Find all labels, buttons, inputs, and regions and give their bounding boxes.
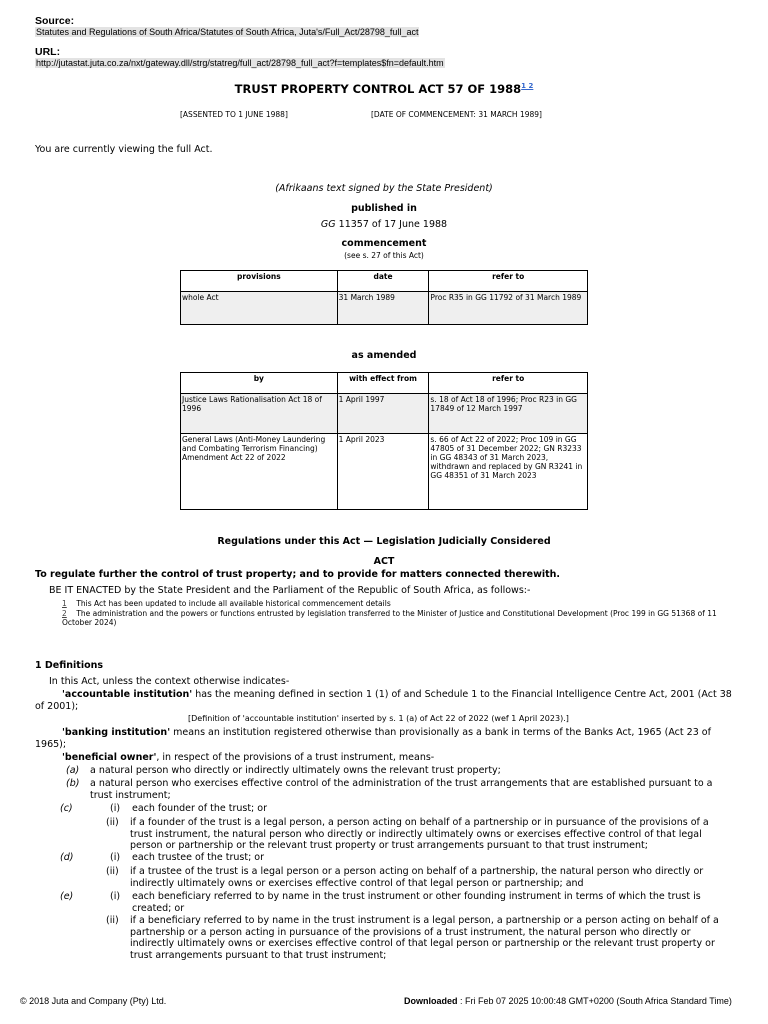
cell-date: 1 April 2023: [337, 434, 429, 510]
footnote-2: 2 The administration and the powers or functions entrusted by legislation transferred to the Minister of Justice and Constitutional Development (Proc 199 in GG 51368 of 11 October 2024): [62, 609, 717, 627]
cell-refer-to: Proc R35 in GG 11792 of 31 March 1989: [429, 292, 588, 325]
subpara-d-i-label: (i): [110, 852, 121, 863]
para-b-label: (b): [66, 778, 80, 789]
judicial-link[interactable]: Legislation Judicially Considered: [376, 536, 551, 547]
footnote-1-number[interactable]: 1: [62, 599, 67, 608]
commencement-table: [180, 270, 588, 325]
cell-refer-to: s. 66 of Act 22 of 2022; Proc 109 in GG 47805 of 31 December 2022; GN R3233 in GG 48343 of 31 March 2023, withdrawn and replaced by GN R3241 in GG 48351 of 31 March 2023: [429, 434, 588, 510]
def-beneficial-owner: 'beneficial owner', in respect of the provisions of a trust instrument, means-: [62, 752, 435, 763]
published-in-heading: published in: [351, 203, 417, 214]
gazette-reference: GG 11357 of 17 June 1988: [320, 219, 448, 230]
enacting-clause: BE IT ENACTED by the State President and the Parliament of the Republic of South Africa, as follows:-: [49, 585, 531, 596]
title-footnote-links[interactable]: 1 2: [521, 82, 534, 90]
para-b-text: a natural person who exercises effective control of the administration of the trust arrangements that are established pursuant to a trust instrument;: [90, 778, 713, 801]
table-row: [181, 394, 588, 434]
cell-provisions: whole Act: [181, 292, 338, 325]
cell-by: Justice Laws Rationalisation Act 18 of 1996: [181, 394, 338, 434]
def-accountable-institution: 'accountable institution' has the meaning defined in section 1 (1) of and Schedule 1 to the Financial Intelligence Centre Act, 2001 (Act 38 of 2001);: [35, 689, 732, 712]
subpara-c-ii-text: if a founder of the trust is a legal person, a person acting on behalf of a partnership or in pursuance of the provisions of a trust instrument, the natural person who directly or indirectly ultimately owns or exercises effective control of that legal person or partnership or the relevant trust property or trust arrangements pursuant to that trust instrument;: [130, 817, 709, 851]
links-separator: —: [363, 536, 374, 547]
para-a-text: a natural person who directly or indirectly ultimately owns the relevant trust property;: [90, 765, 501, 776]
source-label: Source:: [35, 15, 75, 27]
footnote-2-number[interactable]: 2: [62, 609, 67, 618]
afrikaans-note: (Afrikaans text signed by the State President): [275, 183, 493, 194]
url-label: URL:: [35, 46, 61, 58]
col-refer-to: refer to: [429, 373, 588, 394]
section-1-heading: 1 Definitions: [35, 660, 104, 671]
cell-date: 1 April 1997: [337, 394, 429, 434]
section-1-intro: In this Act, unless the context otherwise indicates-: [49, 676, 290, 687]
commencement-note: (see s. 27 of this Act): [344, 251, 424, 260]
subpara-e-i-text: each beneficiary referred to by name in the trust instrument or other founding instrument in terms of which the trust is created; or: [132, 891, 701, 914]
subpara-e-i-label: (i): [110, 891, 121, 902]
assented-date: [ASSENTED TO 1 JUNE 1988]: [180, 110, 288, 119]
commencement-date: [DATE OF COMMENCEMENT: 31 MARCH 1989]: [371, 110, 542, 119]
amendment-table: [180, 372, 588, 510]
regulations-links: [0, 536, 768, 547]
long-title: To regulate further the control of trust property; and to provide for matters connected therewith.: [35, 569, 561, 580]
subpara-e-ii-text: if a beneficiary referred to by name in the trust instrument is a legal person, a partnership or a person acting on behalf of a partnership or a person acting in pursuance of the provisions of a trust instrument, the natural person who directly or indirectly ultimately owns or exercises effective control of that legal person or partnership or the relevant trust property or trust arrangements pursuant to that trust instrument;: [130, 915, 719, 961]
def-banking-institution: 'banking institution' means an institution registered otherwise than provisionally as a bank in terms of the Banks Act, 1965 (Act 23 of 1965);: [35, 727, 711, 750]
amendment-note: [Definition of 'accountable institution' inserted by s. 1 (a) of Act 22 of 2022 (wef 1 April 2023).]: [188, 714, 569, 723]
subpara-d-i-text: each trustee of the trust; or: [132, 852, 265, 863]
cell-by: General Laws (Anti-Money Laundering and Combating Terrorism Financing) Amendment Act 22 of 2022: [181, 434, 338, 510]
col-date: date: [337, 271, 429, 292]
source-value: Statutes and Regulations of South Africa/Statutes of South Africa, Juta's/Full_Act/28798_full_act: [36, 27, 419, 37]
footnote-1: 1 This Act has been updated to include all available historical commencement details: [62, 599, 391, 608]
commencement-heading: commencement: [341, 238, 427, 249]
act-heading: ACT: [373, 556, 395, 567]
footer-copyright: © 2018 Juta and Company (Pty) Ltd.: [20, 996, 167, 1006]
col-by: by: [181, 373, 338, 394]
subpara-d-ii-label: (ii): [106, 866, 119, 877]
subpara-c-i-label: (i): [110, 803, 121, 814]
url-value[interactable]: http://jutastat.juta.co.za/nxt/gateway.dll/strg/statreg/full_act/28798_full_act?f=templates$fn=default.htm: [36, 58, 444, 68]
subpara-c-ii-label: (ii): [106, 817, 119, 828]
col-refer-to: refer to: [429, 271, 588, 292]
para-e-label: (e): [60, 891, 74, 902]
col-effect-from: with effect from: [337, 373, 429, 394]
para-a-label: (a): [66, 765, 80, 776]
subpara-d-ii-text: if a trustee of the trust is a legal person or a person acting on behalf of a partnership, the natural person who directly or indirectly ultimately owns or exercises effective control of that legal person or partnership; and: [130, 866, 704, 889]
col-provisions: provisions: [181, 271, 338, 292]
footer-downloaded: Downloaded : Fri Feb 07 2025 10:00:48 GMT+0200 (South Africa Standard Time): [404, 996, 732, 1006]
subpara-e-ii-label: (ii): [106, 915, 119, 926]
table-row: [181, 434, 588, 510]
table-row: [181, 292, 588, 325]
regulations-link[interactable]: Regulations under this Act: [217, 536, 361, 547]
act-title: TRUST PROPERTY CONTROL ACT 57 OF $1988^{1 2}$: [234, 81, 534, 96]
subpara-c-i-text: each founder of the trust; or: [132, 803, 267, 814]
para-d-label: (d): [60, 852, 74, 863]
viewing-note: You are currently viewing the full Act.: [35, 144, 213, 155]
para-c-label: (c): [60, 803, 73, 814]
cell-date: 31 March 1989: [337, 292, 429, 325]
as-amended-heading: as amended: [351, 350, 417, 361]
cell-refer-to: s. 18 of Act 18 of 1996; Proc R23 in GG 17849 of 12 March 1997: [429, 394, 588, 434]
